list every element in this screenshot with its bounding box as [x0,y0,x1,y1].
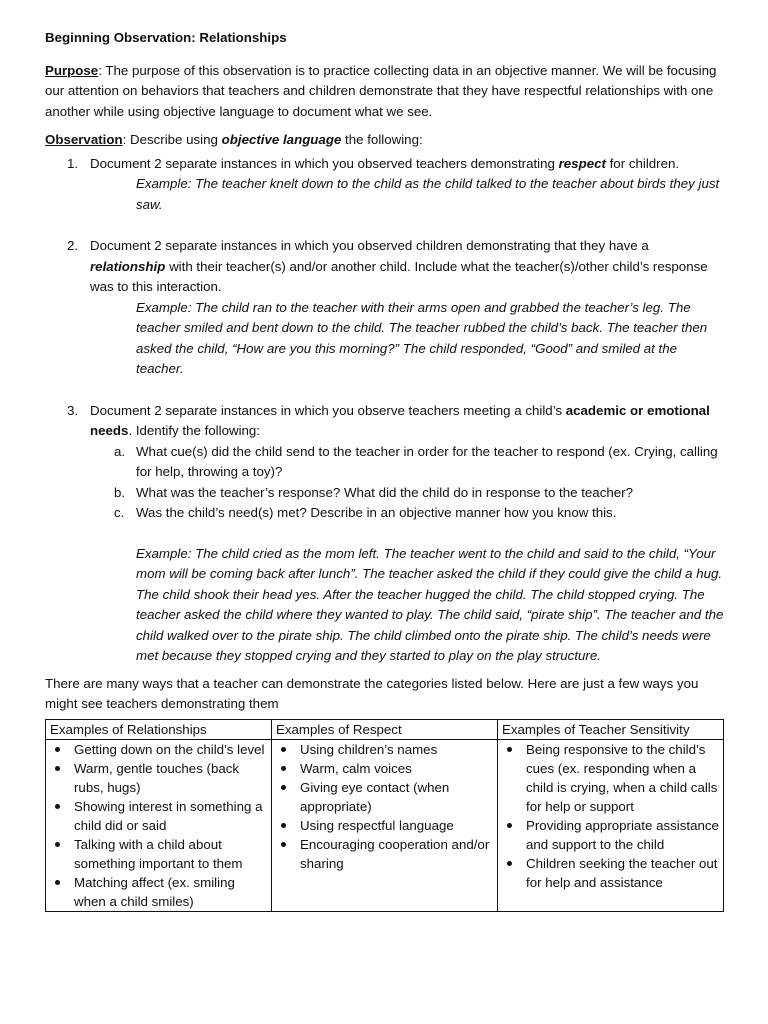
sub-item-text: What was the teacher’s response? What did the child do in response to the teacher? [136,484,633,500]
observation-text-after: the following: [341,132,423,147]
bullet-text: Using respectful language [300,817,454,833]
bullet-icon [281,823,286,828]
bullet-icon [55,766,60,771]
bullet-text: Matching affect (ex. smiling when a child smiles) [74,874,235,909]
document-page [45,28,725,912]
bullet-list [276,740,493,873]
list-item [45,401,725,667]
bullet-item [502,854,719,892]
item-text-before: Document 2 separate instances in which you observed teachers demonstrating [90,155,559,171]
document-title: Beginning Observation: Relationships [45,30,287,45]
item-text [90,154,725,175]
respect-cell [272,739,498,911]
item-emphasis: relationship [90,258,166,274]
sub-list-item [90,503,725,524]
sub-list-item [90,442,725,483]
table-header-row [46,719,724,739]
bullet-item [276,816,493,835]
bullet-text: Providing appropriate assistance and support to the child [526,817,719,852]
bullet-text: Showing interest in something a child did or said [74,798,263,833]
observation-label: Observation [45,132,123,147]
bullet-item [50,873,267,911]
item-text-before: Document 2 separate instances in which you observed children demonstrating that they have a [90,238,649,253]
relationships-cell [46,739,272,911]
item-emphasis: respect [558,155,606,171]
bullet-list [50,740,267,911]
table-header: Examples of Respect [272,719,498,739]
purpose-text: : The purpose of this observation is to practice collecting data in an objective manner. We will be focusing our attention on behaviors that teachers and children demonstrate that they have respectful relationships with one another while using objective language to document what we see. [45,62,717,119]
bullet-item [276,740,493,759]
bullet-icon [507,747,512,752]
bullet-item [276,778,493,816]
example-text: Example: The child ran to the teacher with their arms open and grabbed the teacher’s leg. The teacher smiled and bent down to the child. The teacher rubbed the child’s back. The teacher then asked the child, “How are you this morning?” The child responded, “Good” and smiled at the teacher. [136,299,708,376]
purpose-label: Purpose [45,62,99,78]
bullet-icon [281,766,286,771]
item-text-after: with their teacher(s) and/or another child. Include what the teacher(s)/other child’s response was to this interaction. [90,258,708,294]
item-text [90,401,725,442]
bullet-icon [281,747,286,752]
spacer [45,380,725,401]
bullet-item [502,816,719,854]
observation-paragraph [45,130,725,151]
observation-text-before: : Describe using [122,132,222,147]
spacer [45,215,725,236]
example-text: Example: The child cried as the mom left. The teacher went to the child and said to the child, “Your mom will be coming back after lunch”. The teacher asked the child if they could give the child a hug. The child shook their head yes. After the teacher hugged the child. The child stopped crying. The teacher asked the child where they wanted to play. The child said, “pirate ship”. The teacher and the child walked over to the pirate ship. The child climbed onto the pirate ship. The child’s needs were met because they stopped crying and they started to play on the play structure. [136,545,724,663]
list-item [45,154,725,216]
bullet-icon [55,880,60,885]
bullet-item [50,759,267,797]
bullet-icon [55,804,60,809]
bullet-icon [507,861,512,866]
bullet-text: Children seeking the teacher out for help and assistance [526,855,718,890]
bullet-text: Being responsive to the child’s cues (ex. responding when a child is crying, when a child calls for help or support [526,741,718,814]
table-row [46,739,724,911]
observation-emphasis: objective language [221,132,342,147]
item-text-before: Document 2 separate instances in which you observe teachers meeting a child’s [90,402,566,418]
item-text-after: . Identify the following: [128,423,261,438]
item-text-after: for children. [605,155,680,171]
sub-item-letter: c. [114,505,125,520]
instruction-list [45,154,725,667]
item-number: 3. [67,402,79,418]
bullet-text: Encouraging cooperation and/or sharing [300,836,490,871]
purpose-paragraph [45,61,725,123]
item-number: 1. [67,155,79,171]
bullet-text: Giving eye contact (when appropriate) [300,779,450,814]
bullet-item [276,835,493,873]
bullet-icon [281,785,286,790]
bullet-item [276,759,493,778]
bullet-item [50,835,267,873]
bullet-icon [55,747,60,752]
bullet-icon [55,842,60,847]
sub-item-text: Was the child’s need(s) met? Describe in an objective manner how you know this. [136,505,617,520]
bullet-icon [507,823,512,828]
examples-table [45,719,724,912]
bullet-item [502,740,719,816]
sub-list-item [90,483,725,504]
example-text: Example: The teacher knelt down to the child as the child talked to the teacher about birds they just saw. [136,176,720,212]
bullet-list [502,740,719,892]
bullet-text: Getting down on the child’s level [74,741,265,757]
sub-item-letter: b. [114,484,126,500]
sub-item-letter: a. [114,443,126,459]
list-item [45,236,725,380]
bullet-text: Warm, calm voices [300,760,412,776]
sensitivity-cell [498,739,724,911]
item-number: 2. [67,238,79,253]
sub-item-text: What cue(s) did the child send to the teacher in order for the teacher to respond (ex. Crying, calling for help, throwing a toy)? [136,443,718,479]
bullet-item [50,797,267,835]
sub-list [90,442,725,524]
bullet-text: Talking with a child about something important to them [74,836,243,871]
bullet-text: Using children’s names [300,741,438,757]
table-intro: There are many ways that a teacher can demonstrate the categories listed below. Here are just a few ways you might see teachers demonstrating them [45,675,699,711]
bullet-icon [281,842,286,847]
table-header: Examples of Teacher Sensitivity [498,719,724,739]
bullet-item [50,740,267,759]
item-emphasis: academic or emotional needs [90,402,710,438]
bullet-text: Warm, gentle touches (back rubs, hugs) [74,760,240,795]
table-header: Examples of Relationships [46,719,272,739]
item-text [90,236,725,298]
